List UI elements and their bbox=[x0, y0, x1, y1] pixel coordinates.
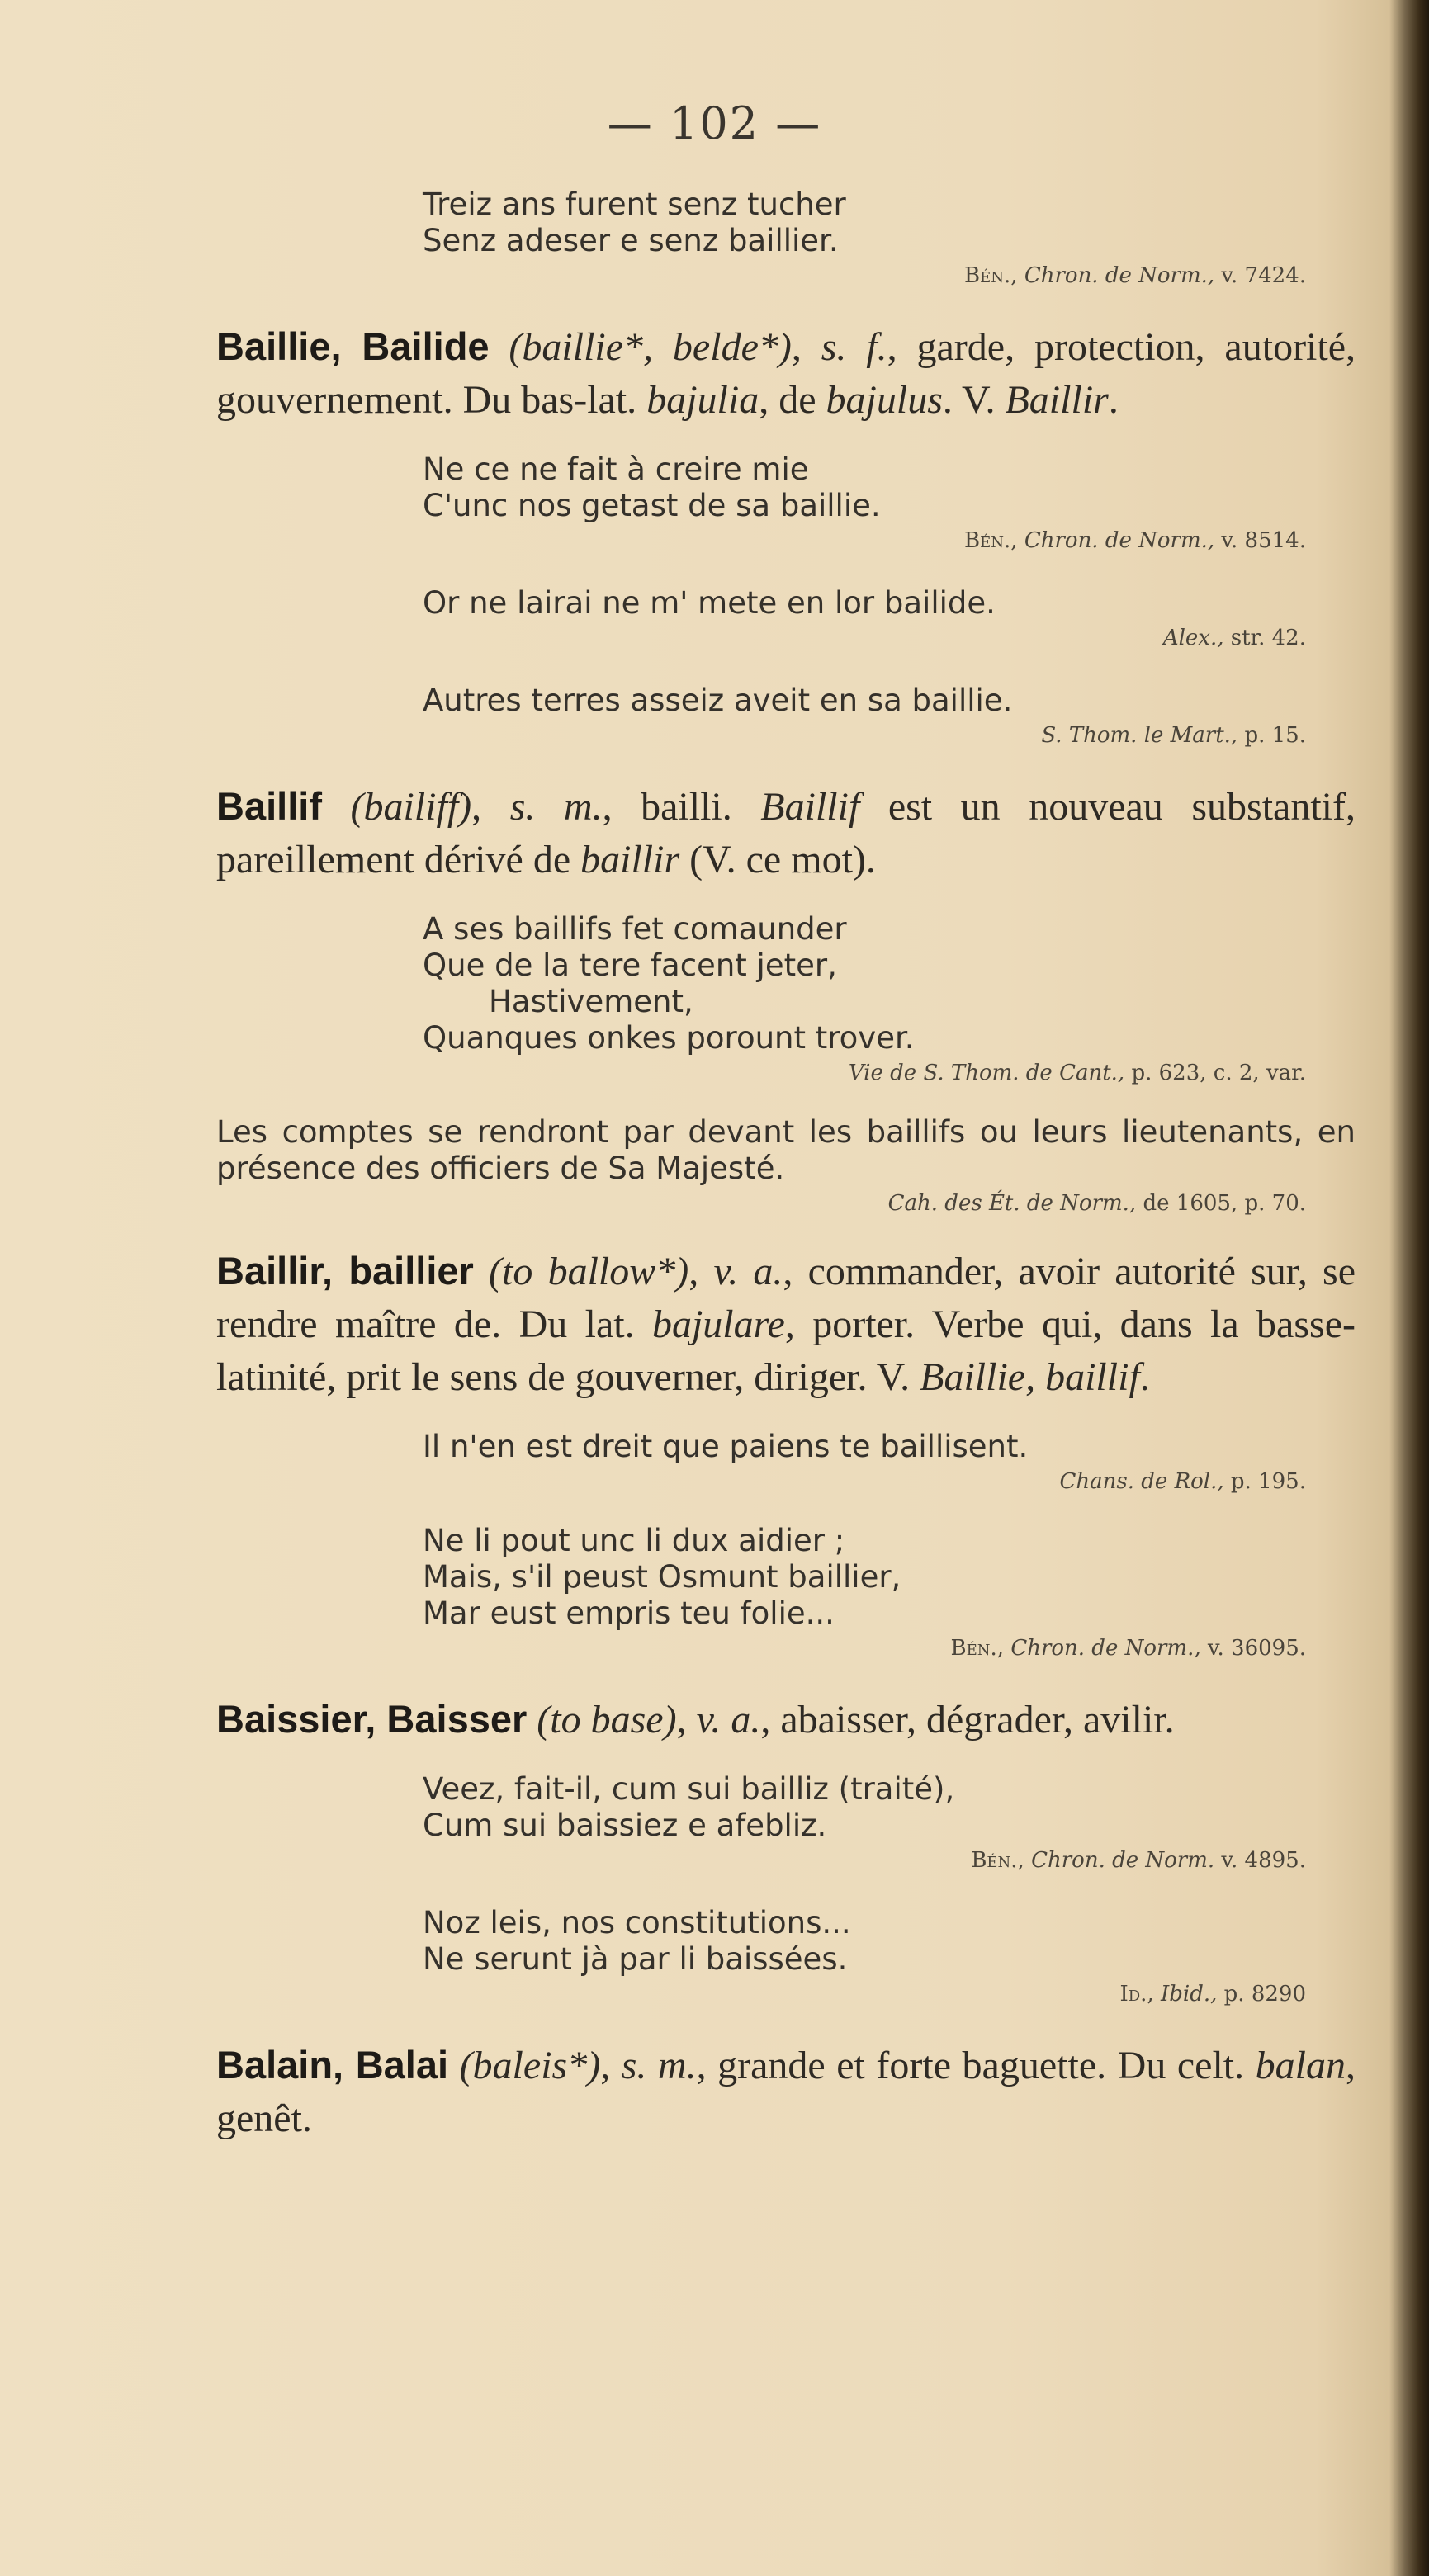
citation-work: Cah. des Ét. de Norm., bbox=[887, 1191, 1137, 1216]
quote-line: Senz adeser e senz baillier. bbox=[423, 223, 839, 258]
definition-text: , commander, avoir autorité sur, se rendre maître de. Du lat. bbox=[216, 1250, 1356, 1346]
dictionary-content bbox=[216, 187, 1356, 2145]
citation-work: Chans. de Rol., bbox=[1059, 1469, 1224, 1494]
dictionary-entry: Baillir, baillier (to ballow*), v. a., commander, avoir autorité sur, se rendre maître de. Du lat. bajulare, porter. Verbe qui, dans la basse-latinité, prit le sens de gouverner, diriger. V. Baillie, baillif. bbox=[216, 1249, 1356, 1399]
quote-line: Mar eust empris teu folie... bbox=[423, 1595, 835, 1631]
dictionary-entry: Baillie, Bailide (baillie*, belde*), s. f., garde, protection, autorité, gouvernement. Du bas-lat. bajulia, de bajulus. V. Baillir. bbox=[216, 324, 1356, 422]
grammar: s. f. bbox=[821, 325, 887, 369]
grammar: s. m. bbox=[621, 2044, 697, 2087]
citation bbox=[423, 622, 1306, 655]
definition-text: est un nouveau substantif, pareillement dérivé de bbox=[216, 785, 1356, 882]
citation-author: Bén., bbox=[964, 263, 1018, 288]
citation bbox=[423, 719, 1306, 752]
quote-block bbox=[423, 1905, 1356, 2011]
grammar: s. m. bbox=[509, 785, 603, 829]
quote-line: Autres terres asseiz aveit en sa baillie. bbox=[423, 683, 1013, 718]
quote-line: Il n'en est dreit que paiens te baillisent. bbox=[423, 1429, 1029, 1464]
prose-citation-block bbox=[216, 1114, 1356, 1220]
quote-block bbox=[423, 911, 1356, 1089]
citation-work: Chron. de Norm., bbox=[1010, 1636, 1201, 1661]
etymology: (bailiff) bbox=[350, 785, 472, 829]
citation-ref: str. 42. bbox=[1230, 626, 1306, 650]
quote-line: Quanques onkes porount trover. bbox=[423, 1020, 915, 1056]
citation-ref: v. 4895. bbox=[1221, 1848, 1306, 1873]
quote-line: C'unc nos getast de sa baillie. bbox=[423, 488, 881, 523]
citation-ref: p. 623, c. 2, var. bbox=[1131, 1061, 1306, 1085]
cross-reference: Baillie, baillif bbox=[920, 1355, 1140, 1399]
term: balan bbox=[1255, 2044, 1346, 2087]
quote-block bbox=[423, 1771, 1356, 1877]
cross-reference: Baillir bbox=[1005, 378, 1109, 422]
quote-block bbox=[423, 585, 1356, 655]
definition-text: . bbox=[1108, 378, 1119, 422]
headword: Baillir, baillier bbox=[216, 1249, 474, 1293]
definition-text: , bailli. bbox=[602, 785, 761, 829]
headword: Baissier, Baisser bbox=[216, 1697, 528, 1741]
dictionary-entry: Baillif (bailiff), s. m., bailli. Baillif est un nouveau substantif, pareillement dérivé de baillir (V. ce mot). bbox=[216, 784, 1356, 882]
headword: Balain, Balai bbox=[216, 2043, 449, 2087]
term: baillir bbox=[580, 838, 680, 882]
citation-work: Chron. de Norm., bbox=[1024, 528, 1215, 553]
definition-text: , grande et forte baguette. Du celt. bbox=[696, 2044, 1256, 2087]
quote-line: Veez, fait-il, cum sui bailliz (traité), bbox=[423, 1771, 955, 1807]
citation-author: Bén., bbox=[964, 528, 1018, 553]
citation-ref: p. 15. bbox=[1244, 723, 1306, 748]
headword: Baillif bbox=[216, 784, 322, 828]
etymology: (baillie*, belde*) bbox=[509, 325, 792, 369]
citation-ref: v. 7424. bbox=[1221, 263, 1306, 288]
grammar: v. a. bbox=[713, 1250, 783, 1293]
definition-text: , abaisser, dégrader, avilir. bbox=[760, 1698, 1175, 1742]
dictionary-entry: Baissier, Baisser (to base), v. a., abaisser, dégrader, avilir. bbox=[216, 1697, 1175, 1742]
citation-work: Vie de S. Thom. de Cant., bbox=[848, 1061, 1125, 1085]
citation-ref: de 1605, p. 70. bbox=[1143, 1191, 1306, 1216]
citation-work: Ibid., bbox=[1160, 1982, 1218, 2006]
headword: Baillie, Bailide bbox=[216, 324, 490, 368]
quote-line: Treiz ans furent senz tucher bbox=[423, 187, 846, 222]
citation-ref: v. 36095. bbox=[1207, 1636, 1306, 1661]
dictionary-entry: Balain, Balai (baleis*), s. m., grande et forte baguette. Du celt. balan, genêt. bbox=[216, 2043, 1356, 2140]
citation-ref: p. 8290 bbox=[1223, 1982, 1306, 2006]
quote-line: Or ne lairai ne m' mete en lor bailide. bbox=[423, 585, 996, 621]
term: Baillif bbox=[760, 785, 860, 829]
citation bbox=[423, 524, 1306, 557]
citation-author: Id., bbox=[1119, 1982, 1154, 2006]
quote-line: Ne ce ne fait à creire mie bbox=[423, 451, 809, 487]
citation-work: Alex., bbox=[1162, 626, 1224, 650]
etymology: (baleis*) bbox=[459, 2044, 601, 2087]
quote-block bbox=[423, 683, 1356, 752]
definition-text: . bbox=[1139, 1355, 1150, 1399]
etymology: (to ballow*) bbox=[489, 1250, 689, 1293]
citation-work: Chron. de Norm., bbox=[1024, 263, 1215, 288]
definition-text: , genêt. bbox=[216, 2044, 1356, 2140]
citation bbox=[423, 1978, 1306, 2011]
quote-block bbox=[423, 451, 1356, 557]
citation-ref: v. 8514. bbox=[1221, 528, 1306, 553]
definition-text: . V. bbox=[942, 378, 1006, 422]
definition-text: , porter. Verbe qui, dans la basse-latinité, prit le sens de gouverner, diriger. V. bbox=[216, 1302, 1356, 1399]
citation-work: Chron. de Norm. bbox=[1031, 1848, 1215, 1873]
definition-text: (V. ce mot). bbox=[679, 838, 876, 882]
definition-text: , de bbox=[759, 378, 826, 422]
citation bbox=[423, 1844, 1306, 1877]
quote-line: Noz leis, nos constitutions... bbox=[423, 1905, 851, 1940]
definition-text: , garde, protection, autorité, gouvernement. Du bas-lat. bbox=[216, 325, 1356, 422]
citation-work: S. Thom. le Mart., bbox=[1041, 723, 1238, 748]
page-edge-shadow bbox=[1389, 0, 1429, 2576]
citation-author: Bén., bbox=[971, 1848, 1024, 1873]
citation bbox=[423, 259, 1306, 292]
grammar: v. a. bbox=[696, 1698, 761, 1742]
quote-line: Ne serunt jà par li baissées. bbox=[423, 1941, 848, 1977]
citation bbox=[423, 1632, 1306, 1665]
quote-line: Ne li pout unc li dux aidier ; bbox=[423, 1523, 845, 1558]
quote-line: Cum sui baissiez e afebliz. bbox=[423, 1808, 827, 1843]
quote-line: A ses baillifs fet comaunder bbox=[423, 911, 847, 947]
prose-quote: Les comptes se rendront par devant les baillifs ou leurs lieutenants, en présence des officiers de Sa Majesté. bbox=[216, 1114, 1356, 1186]
quote-line: Que de la tere facent jeter, bbox=[423, 948, 837, 983]
term: bajulare bbox=[651, 1302, 785, 1346]
quote-line: Mais, s'il peust Osmunt baillier, bbox=[423, 1559, 901, 1595]
citation bbox=[423, 1465, 1306, 1498]
quote-block bbox=[423, 187, 1356, 292]
quote-line: Hastivement, bbox=[489, 984, 693, 1019]
quote-block bbox=[423, 1523, 1356, 1665]
citation-ref: p. 195. bbox=[1230, 1469, 1306, 1494]
etymology: (to base) bbox=[537, 1698, 677, 1742]
citation bbox=[216, 1187, 1306, 1220]
term: bajulus bbox=[826, 378, 943, 422]
term: bajulia bbox=[646, 378, 759, 422]
citation-author: Bén., bbox=[950, 1636, 1005, 1661]
quote-block bbox=[423, 1429, 1356, 1498]
citation bbox=[423, 1056, 1306, 1089]
page-number: — 102 — bbox=[607, 97, 822, 149]
